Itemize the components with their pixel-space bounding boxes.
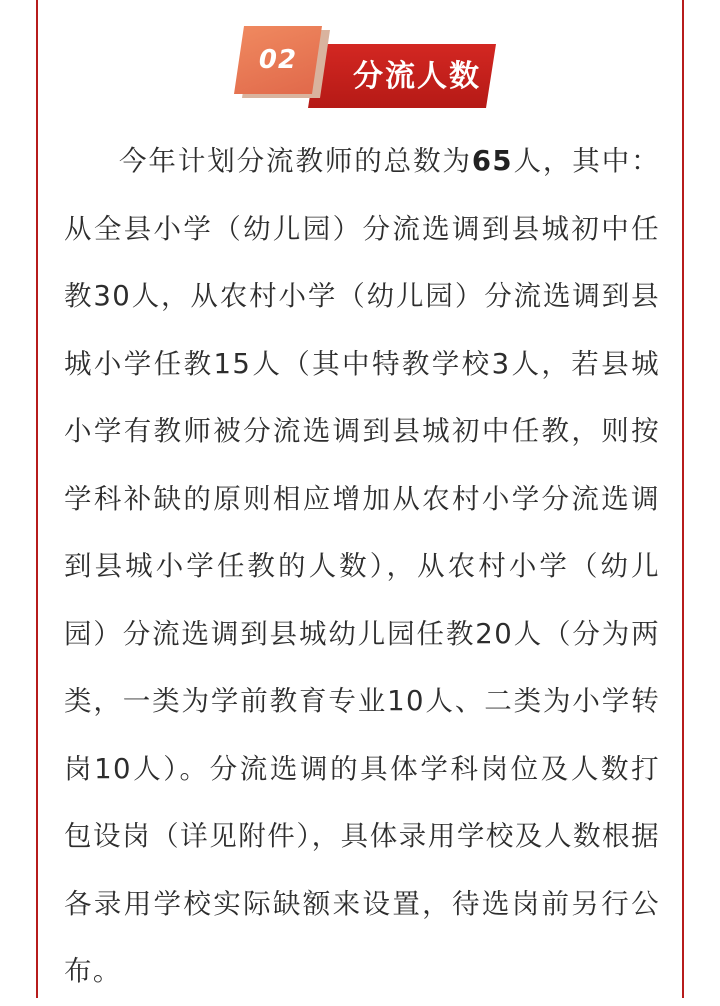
total-count: 65 <box>471 145 513 177</box>
intro-text: 今年计划分流教师的总数为 <box>119 145 472 177</box>
section-title: 分流人数 <box>353 59 481 94</box>
left-border-line <box>36 0 38 998</box>
body-paragraph <box>64 128 660 1006</box>
section-number: 02 <box>258 45 298 75</box>
section-header-badge <box>222 26 502 112</box>
detail-text: 人，其中：从全县小学（幼儿园）分流选调到县城初中任教30人，从农村小学（幼儿园）分流选调到县城小学任教15人（其中特教学校3人，若县城小学有教师被分流选调到县城初中任教，则按学科补缺的原则相应增加从农村小学分流选调到县城小学任教的人数），从农村小学（幼儿园）分流选调到县城幼儿园任教20人（分为两类，一类为学前教育专业10人、二类为小学转岗10人）。分流选调的具体学科岗位及人数打包设岗（详见附件），具体录用学校及人数根据各录用学校实际缺额来设置，待选岗前另行公布。 <box>64 145 661 987</box>
right-border-line <box>682 0 684 998</box>
